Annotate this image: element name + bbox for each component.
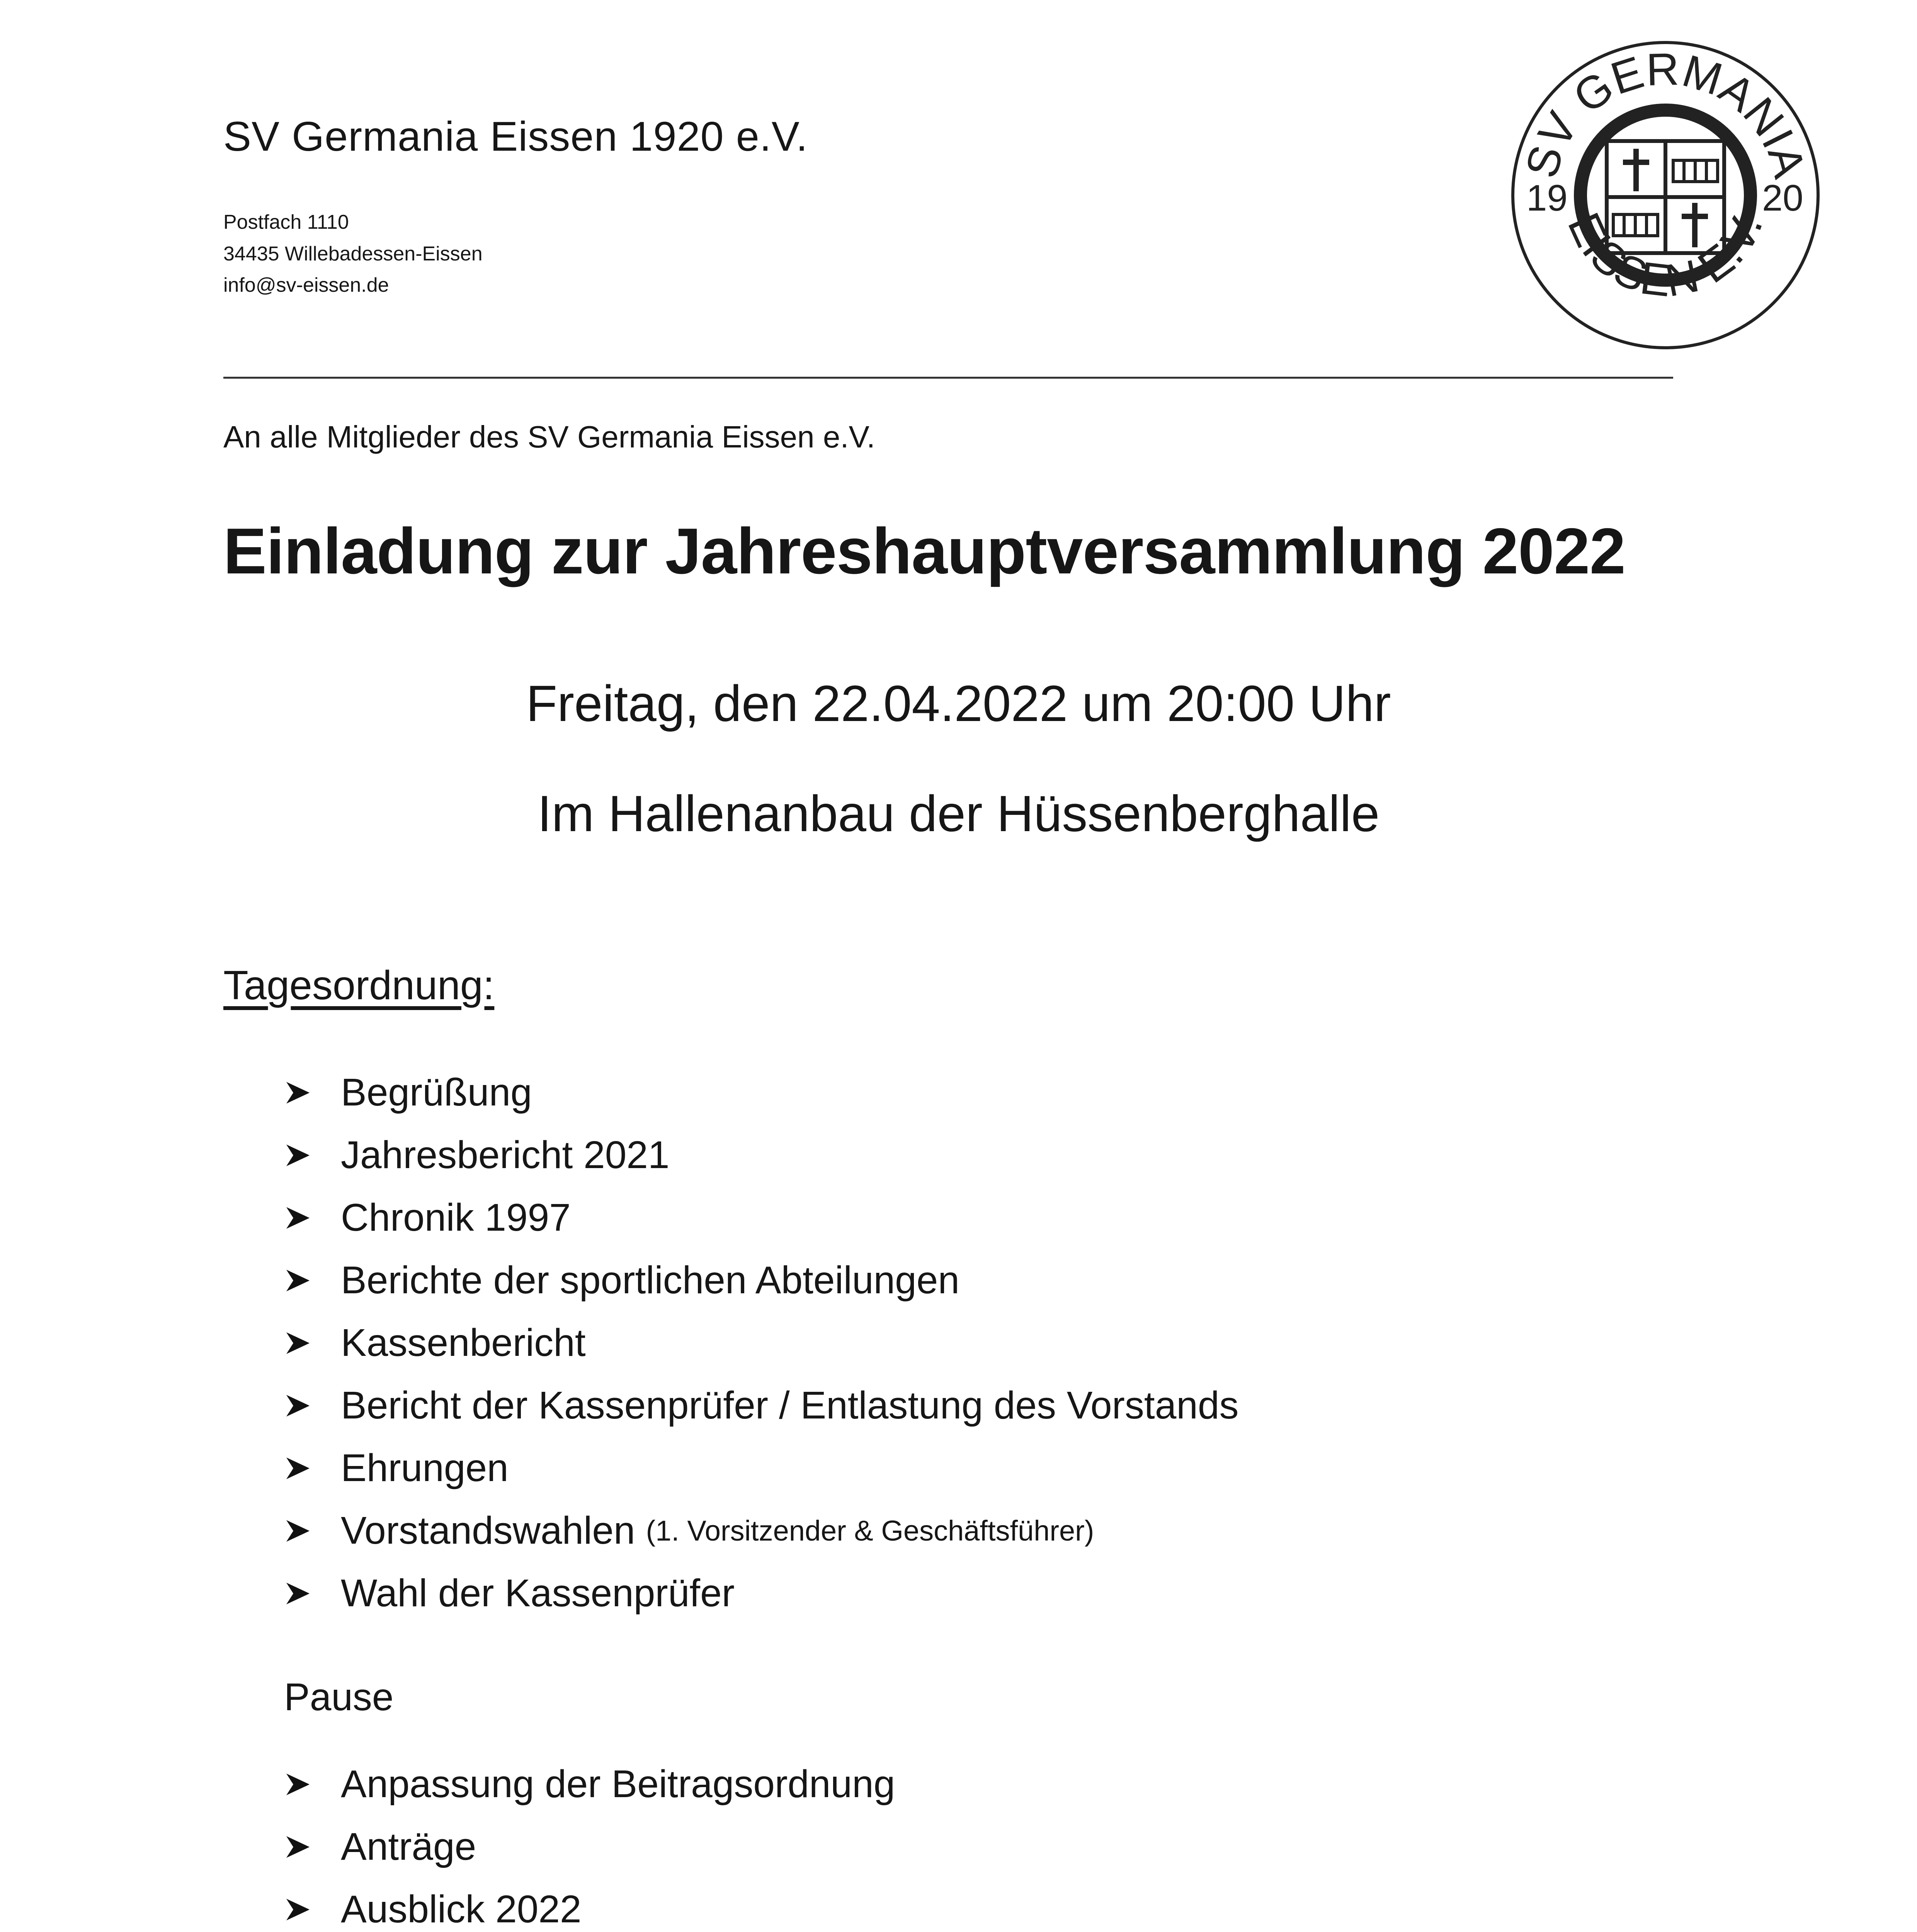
agenda-item <box>284 1070 532 1115</box>
agenda-heading: Tagesordnung: <box>223 963 495 1008</box>
event-location: Im Hallenanbau der Hüssenberghalle <box>537 785 1380 842</box>
arrowhead-bullet-icon <box>284 1141 312 1169</box>
club-name: SV Germania Eissen 1920 e.V. <box>223 113 808 160</box>
agenda-item-label: Vorstandswahlen <box>341 1509 635 1552</box>
agenda-item-label: Chronik 1997 <box>341 1196 571 1239</box>
arrowhead-bullet-icon <box>284 1267 312 1294</box>
agenda-item-label: Begrüßung <box>341 1071 532 1114</box>
seal-year-right: 20 <box>1762 177 1803 219</box>
club-logo-svg <box>1507 37 1824 354</box>
agenda-item-label: Anpassung der Beitragsordnung <box>341 1762 895 1806</box>
seal-year-left: 19 <box>1526 177 1568 219</box>
arrowhead-bullet-icon <box>284 1517 312 1545</box>
agenda-item <box>284 1571 735 1616</box>
arrowhead-bullet-icon <box>284 1580 312 1607</box>
club-logo-seal <box>1507 37 1824 354</box>
agenda-item <box>284 1321 586 1365</box>
seal-top-text: SV GERMANIA <box>1516 44 1815 183</box>
arrowhead-bullet-icon <box>284 1329 312 1357</box>
arrowhead-bullet-icon <box>284 1896 312 1923</box>
agenda-item-label: Kassenbericht <box>341 1321 586 1364</box>
recipient-line: An alle Mitglieder des SV Germania Eissen e.V. <box>223 420 875 454</box>
seal-shield-icon <box>1607 141 1724 253</box>
agenda-item <box>284 1762 895 1806</box>
agenda-item <box>284 1133 670 1177</box>
agenda-item-label: Anträge <box>341 1825 476 1868</box>
agenda-item <box>284 1509 1094 1553</box>
agenda-item <box>284 1825 476 1869</box>
agenda-item <box>284 1446 509 1490</box>
address-email: info@sv-eissen.de <box>223 274 389 296</box>
agenda-item-label: Ehrungen <box>341 1446 509 1490</box>
agenda-item <box>284 1383 1239 1428</box>
agenda-item-label: Jahresbericht 2021 <box>341 1133 670 1177</box>
event-date-time: Freitag, den 22.04.2022 um 20:00 Uhr <box>526 675 1391 732</box>
arrowhead-bullet-icon <box>284 1079 312 1107</box>
agenda-item-label: Ausblick 2022 <box>341 1888 582 1931</box>
agenda-item-note: (1. Vorsitzender & Geschäftsführer) <box>646 1515 1094 1547</box>
seal-bottom-text: EISSEN E.V. <box>1558 205 1773 307</box>
agenda-item-label: Berichte der sportlichen Abteilungen <box>341 1259 960 1302</box>
agenda-pause-label: Pause <box>284 1675 394 1719</box>
arrowhead-bullet-icon <box>284 1204 312 1232</box>
agenda-item <box>284 1258 959 1303</box>
agenda-item <box>284 1196 571 1240</box>
page-title: Einladung zur Jahreshauptversammlung 2022 <box>223 515 1626 587</box>
arrowhead-bullet-icon <box>284 1833 312 1861</box>
address-city: 34435 Willebadessen-Eissen <box>223 243 483 265</box>
address-postbox: Postfach 1110 <box>223 211 349 233</box>
agenda-item <box>284 1887 582 1932</box>
arrowhead-bullet-icon <box>284 1392 312 1420</box>
arrowhead-bullet-icon <box>284 1454 312 1482</box>
agenda-item-label: Bericht der Kassenprüfer / Entlastung des Vorstands <box>341 1384 1239 1427</box>
agenda-item-label: Wahl der Kassenprüfer <box>341 1571 735 1615</box>
header-divider <box>223 377 1673 379</box>
arrowhead-bullet-icon <box>284 1770 312 1798</box>
